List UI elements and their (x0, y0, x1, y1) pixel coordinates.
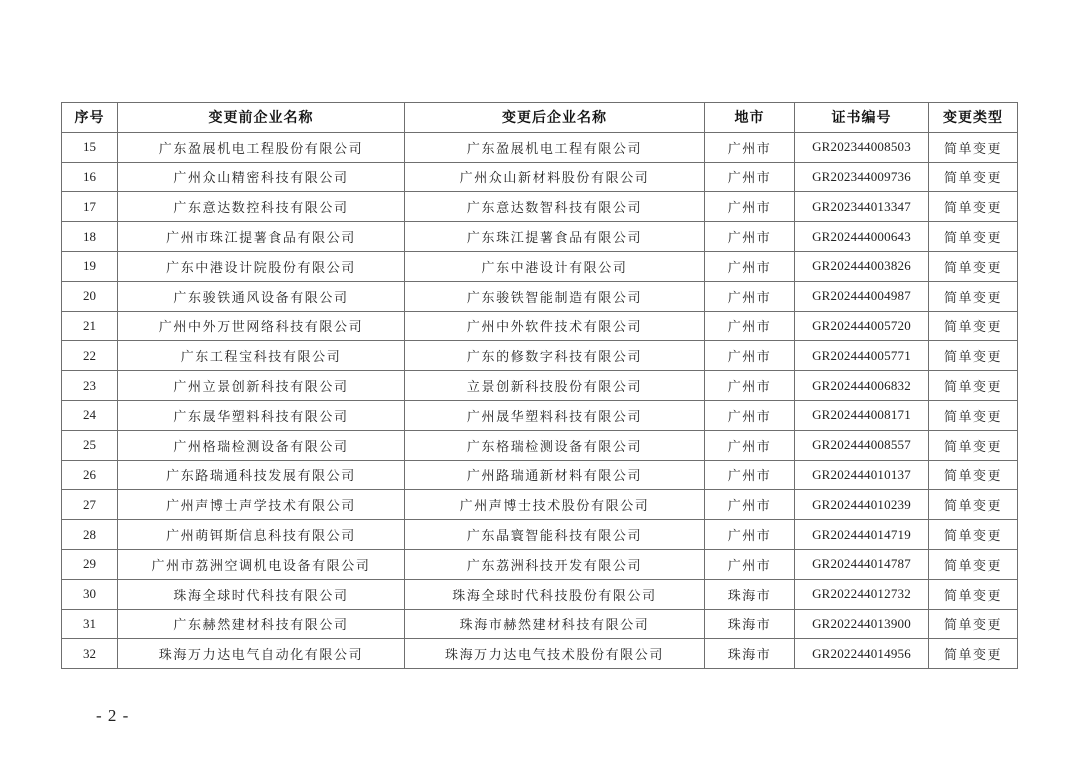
cell-city: 广州市 (705, 549, 795, 579)
cell-name-after: 广州众山新材料股份有限公司 (405, 162, 705, 192)
cell-city: 珠海市 (705, 639, 795, 669)
cell-change-type: 简单变更 (929, 251, 1018, 281)
cell-cert-no: GR202444003826 (795, 251, 929, 281)
cell-name-after: 广州声博士技术股份有限公司 (405, 490, 705, 520)
cell-name-before: 广州声博士声学技术有限公司 (118, 490, 405, 520)
cell-name-before: 广东骏铁通风设备有限公司 (118, 281, 405, 311)
table-row (62, 460, 1018, 490)
cell-city: 珠海市 (705, 579, 795, 609)
cell-seq: 22 (62, 341, 118, 371)
page-number: - 2 - (96, 706, 130, 725)
cell-name-after: 广东格瑞检测设备有限公司 (405, 430, 705, 460)
cell-cert-no: GR202244012732 (795, 579, 929, 609)
cell-name-before: 广州立景创新科技有限公司 (118, 371, 405, 401)
table-header-row (62, 103, 1018, 133)
cell-city: 广州市 (705, 371, 795, 401)
cell-change-type: 简单变更 (929, 490, 1018, 520)
cell-change-type: 简单变更 (929, 400, 1018, 430)
cell-city: 广州市 (705, 341, 795, 371)
cell-name-before: 广东意达数控科技有限公司 (118, 192, 405, 222)
cell-cert-no: GR202344009736 (795, 162, 929, 192)
cell-cert-no: GR202244014956 (795, 639, 929, 669)
cell-seq: 30 (62, 579, 118, 609)
cell-name-after: 广东中港设计有限公司 (405, 251, 705, 281)
header-city: 地市 (705, 103, 795, 133)
cell-city: 广州市 (705, 460, 795, 490)
cell-name-after: 珠海万力达电气技术股份有限公司 (405, 639, 705, 669)
cell-seq: 25 (62, 430, 118, 460)
cell-cert-no: GR202244013900 (795, 609, 929, 639)
cell-name-before: 广东晟华塑料科技有限公司 (118, 400, 405, 430)
cell-cert-no: GR202444000643 (795, 222, 929, 252)
header-name-before: 变更前企业名称 (118, 103, 405, 133)
cell-cert-no: GR202444005771 (795, 341, 929, 371)
cell-name-after: 珠海全球时代科技股份有限公司 (405, 579, 705, 609)
cell-name-after: 广东珠江提薯食品有限公司 (405, 222, 705, 252)
cell-change-type: 简单变更 (929, 460, 1018, 490)
cell-city: 广州市 (705, 311, 795, 341)
cell-name-after: 广东晶寰智能科技有限公司 (405, 520, 705, 550)
cell-name-before: 广东盈展机电工程股份有限公司 (118, 132, 405, 162)
table-row (62, 341, 1018, 371)
table-row (62, 639, 1018, 669)
cell-seq: 16 (62, 162, 118, 192)
cell-cert-no: GR202444004987 (795, 281, 929, 311)
cell-name-before: 广州市荔洲空调机电设备有限公司 (118, 549, 405, 579)
cell-change-type: 简单变更 (929, 549, 1018, 579)
cell-seq: 31 (62, 609, 118, 639)
cell-cert-no: GR202444014787 (795, 549, 929, 579)
table-row (62, 490, 1018, 520)
cell-city: 广州市 (705, 162, 795, 192)
cell-change-type: 简单变更 (929, 609, 1018, 639)
cell-city: 广州市 (705, 281, 795, 311)
cell-seq: 21 (62, 311, 118, 341)
cell-city: 广州市 (705, 400, 795, 430)
table-row (62, 400, 1018, 430)
cell-seq: 15 (62, 132, 118, 162)
table-row (62, 192, 1018, 222)
cell-cert-no: GR202444005720 (795, 311, 929, 341)
cell-city: 广州市 (705, 222, 795, 252)
cell-city: 广州市 (705, 520, 795, 550)
cell-city: 广州市 (705, 490, 795, 520)
cell-name-after: 广州中外软件技术有限公司 (405, 311, 705, 341)
cell-name-before: 广州格瑞检测设备有限公司 (118, 430, 405, 460)
cell-seq: 19 (62, 251, 118, 281)
table-row (62, 549, 1018, 579)
cell-name-before: 广州众山精密科技有限公司 (118, 162, 405, 192)
cell-cert-no: GR202444010137 (795, 460, 929, 490)
cell-change-type: 简单变更 (929, 162, 1018, 192)
table-row (62, 520, 1018, 550)
cell-cert-no: GR202444008557 (795, 430, 929, 460)
cell-seq: 27 (62, 490, 118, 520)
table-row (62, 371, 1018, 401)
cell-name-after: 广东荔洲科技开发有限公司 (405, 549, 705, 579)
cell-name-before: 珠海全球时代科技有限公司 (118, 579, 405, 609)
cell-seq: 17 (62, 192, 118, 222)
cell-change-type: 简单变更 (929, 311, 1018, 341)
cell-name-after: 广东盈展机电工程有限公司 (405, 132, 705, 162)
table-row (62, 162, 1018, 192)
cell-name-after: 珠海市赫然建材科技有限公司 (405, 609, 705, 639)
cell-cert-no: GR202444014719 (795, 520, 929, 550)
table-row (62, 251, 1018, 281)
cell-name-before: 广东中港设计院股份有限公司 (118, 251, 405, 281)
table-row (62, 132, 1018, 162)
cell-name-after: 广州路瑞通新材料有限公司 (405, 460, 705, 490)
table-row (62, 579, 1018, 609)
cell-change-type: 简单变更 (929, 192, 1018, 222)
cell-name-before: 珠海万力达电气自动化有限公司 (118, 639, 405, 669)
cell-name-before: 广州萌铒斯信息科技有限公司 (118, 520, 405, 550)
header-cert-no: 证书编号 (795, 103, 929, 133)
table-row (62, 430, 1018, 460)
cell-name-before: 广东工程宝科技有限公司 (118, 341, 405, 371)
cell-cert-no: GR202344013347 (795, 192, 929, 222)
header-seq: 序号 (62, 103, 118, 133)
header-name-after: 变更后企业名称 (405, 103, 705, 133)
cell-change-type: 简单变更 (929, 579, 1018, 609)
cell-city: 珠海市 (705, 609, 795, 639)
cell-name-after: 广东意达数智科技有限公司 (405, 192, 705, 222)
cell-seq: 32 (62, 639, 118, 669)
table-row (62, 281, 1018, 311)
cell-name-after: 广东的修数字科技有限公司 (405, 341, 705, 371)
cell-seq: 29 (62, 549, 118, 579)
cell-cert-no: GR202444008171 (795, 400, 929, 430)
table-row (62, 311, 1018, 341)
cell-name-after: 立景创新科技股份有限公司 (405, 371, 705, 401)
cell-seq: 23 (62, 371, 118, 401)
cell-seq: 18 (62, 222, 118, 252)
cell-change-type: 简单变更 (929, 430, 1018, 460)
cell-change-type: 简单变更 (929, 520, 1018, 550)
header-change-type: 变更类型 (929, 103, 1018, 133)
cell-seq: 26 (62, 460, 118, 490)
cell-name-before: 广州市珠江提薯食品有限公司 (118, 222, 405, 252)
cell-name-before: 广州中外万世网络科技有限公司 (118, 311, 405, 341)
cell-name-after: 广东骏铁智能制造有限公司 (405, 281, 705, 311)
cell-change-type: 简单变更 (929, 222, 1018, 252)
cell-name-before: 广东路瑞通科技发展有限公司 (118, 460, 405, 490)
cell-cert-no: GR202444010239 (795, 490, 929, 520)
cell-seq: 28 (62, 520, 118, 550)
table-row (62, 222, 1018, 252)
cell-cert-no: GR202344008503 (795, 132, 929, 162)
cell-city: 广州市 (705, 251, 795, 281)
enterprise-name-change-table (61, 102, 1018, 669)
cell-name-after: 广州晟华塑料科技有限公司 (405, 400, 705, 430)
cell-change-type: 简单变更 (929, 639, 1018, 669)
cell-change-type: 简单变更 (929, 132, 1018, 162)
cell-seq: 20 (62, 281, 118, 311)
cell-change-type: 简单变更 (929, 281, 1018, 311)
cell-city: 广州市 (705, 430, 795, 460)
cell-change-type: 简单变更 (929, 371, 1018, 401)
cell-cert-no: GR202444006832 (795, 371, 929, 401)
cell-name-before: 广东赫然建材科技有限公司 (118, 609, 405, 639)
cell-city: 广州市 (705, 132, 795, 162)
cell-change-type: 简单变更 (929, 341, 1018, 371)
cell-seq: 24 (62, 400, 118, 430)
table-row (62, 609, 1018, 639)
cell-city: 广州市 (705, 192, 795, 222)
